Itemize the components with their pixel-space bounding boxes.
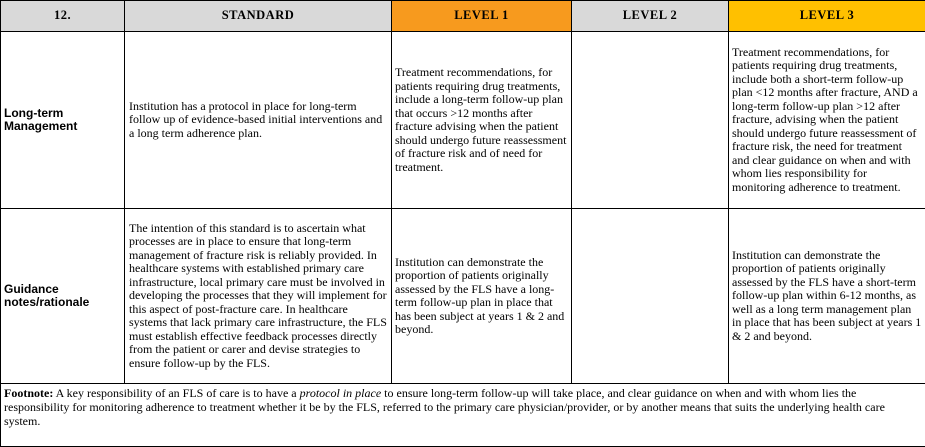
footnote-emphasis: protocol in place [300,386,382,400]
footnote-text-after: to ensure long-term follow-up will take place, and clear guidance on when and with whom lies the responsibility for monitoring adherence to treatment whether it be by the FLS, referred to the primary care physician/provider, or by another means that suits the underlying health care system. [4,386,885,428]
header-level-2: LEVEL 2 [572,1,729,32]
row-standard-text: Institution has a protocol in place for long-term follow up of evidence-based initial interventions and a long term adherence plan. [125,32,392,209]
footnote-label: Footnote: [4,386,53,400]
header-standard: STANDARD [125,1,392,32]
row-level-2-text [572,209,729,384]
row-level-3-text: Treatment recommendations, for patients requiring drug treatments, include both a short-term follow-up plan <12 months after fracture, AND a long-term follow-up plan >12 after fracture, advising when the patient should undergo future reassessment of fracture risk, the need for treatment and clear guidance on when and with whom lies responsibility for monitoring adherence to treatment. [729,32,925,209]
row-level-2-text [572,32,729,209]
header-level-3: LEVEL 3 [729,1,925,32]
row-standard-text: The intention of this standard is to ascertain what processes are in place to ensure that long-term management of fracture risk is reliably provided. In healthcare systems with established primary care infrastructure, local primary care must be involved in developing the processes that they will implement for this aspect of post-fracture care. In healthcare systems that lack primary care infrastructure, the FLS must establish effective feedback processes directly from the patient or carer and devise strategies to ensure follow-up by the FLS. [125,209,392,384]
table-row [1,209,925,384]
footnote-text-before: A key responsibility of an FLS of care is to have a [53,386,299,400]
footnote-row [1,384,925,447]
row-level-1-text: Institution can demonstrate the proportion of patients originally assessed by the FLS have a long-term follow-up plan in place that has been subject at years 1 & 2 and beyond. [392,209,572,384]
header-row [1,1,925,32]
footnote [1,384,925,447]
header-number: 12. [1,1,125,32]
header-level-1: LEVEL 1 [392,1,572,32]
row-label-long-term-management: Long-term Management [1,32,125,209]
row-level-3-text: Institution can demonstrate the proportion of patients originally assessed by the FLS have a short-term follow-up plan within 6-12 months, as well as a long term management plan in place that has been subject at years 1 & 2 and beyond. [729,209,925,384]
row-label-guidance-notes: Guidance notes/rationale [1,209,125,384]
row-level-1-text: Treatment recommendations, for patients requiring drug treatments, include a long-term follow-up plan that occurs >12 months after fracture advising when the patient should undergo future reassessment of fracture risk and of need for treatment. [392,32,572,209]
table-row [1,32,925,209]
